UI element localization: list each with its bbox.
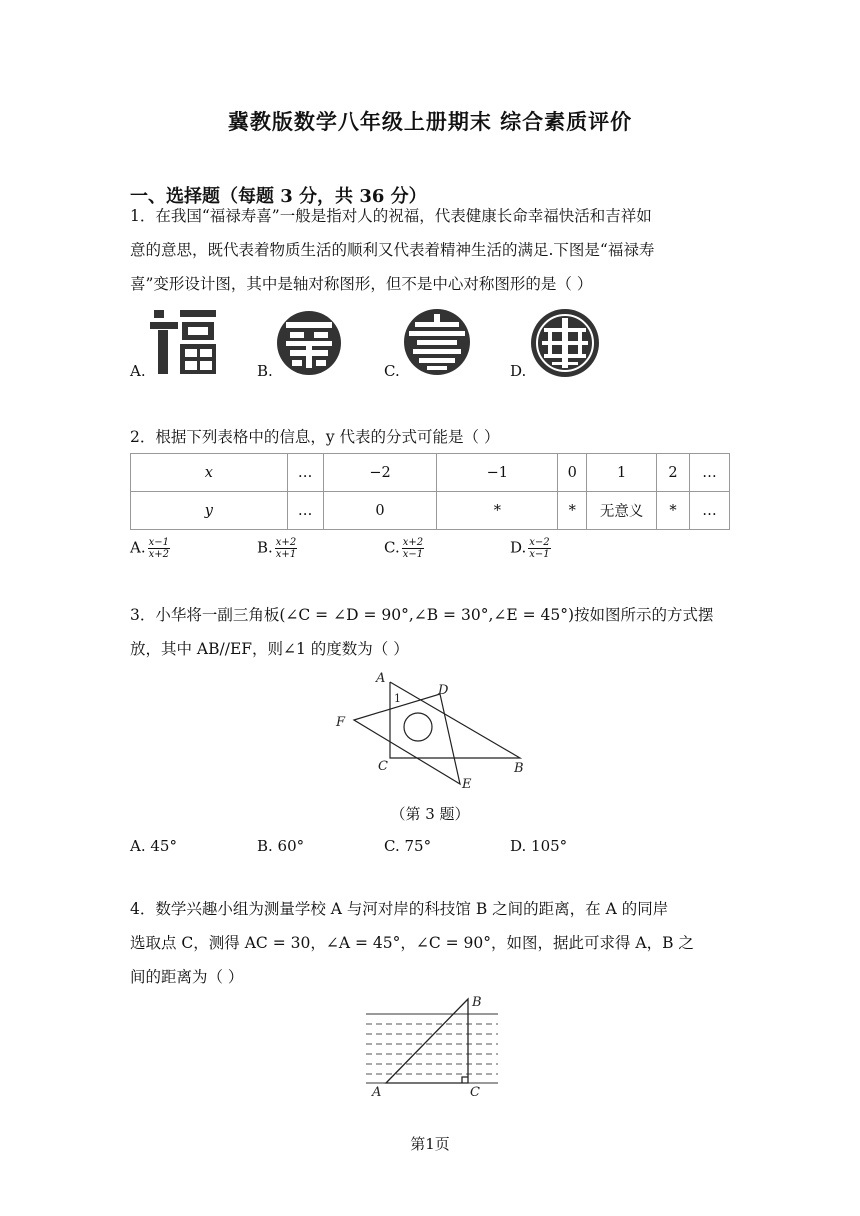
- section-heading: 一、选择题（每题 3 分，共 36 分）: [130, 186, 427, 207]
- table-cell: *: [437, 492, 558, 530]
- fraction: [402, 537, 424, 560]
- table-cell: −1: [437, 454, 558, 492]
- q3-option-d: D. 105°: [510, 837, 568, 855]
- q4-river-figure: [358, 992, 508, 1104]
- page-number: 第1页: [410, 1135, 450, 1153]
- denominator: x+2: [148, 549, 169, 560]
- table-row-x: [131, 454, 730, 492]
- numerator: x+2: [402, 537, 424, 548]
- q2-value-table: [130, 453, 730, 530]
- q3-option-a: A. 45°: [130, 837, 177, 855]
- fig4-label-b: B: [472, 995, 482, 1010]
- question-4: [130, 892, 735, 994]
- table-cell: …: [689, 492, 729, 530]
- fig3-angle-1: 1: [394, 692, 401, 705]
- table-cell: 2: [657, 454, 690, 492]
- table-cell: …: [287, 454, 323, 492]
- question-1-line-2: 意的意思，既代表着物质生活的顺利又代表着精神生活的满足.下图是“福禄寿: [130, 241, 655, 259]
- q3-option-c: C. 75°: [384, 837, 432, 855]
- table-cell: 0: [558, 454, 587, 492]
- table-row-y: [131, 492, 730, 530]
- fraction: [148, 537, 170, 560]
- fu-glyph-figure: [150, 308, 218, 376]
- fig3-label-e: E: [462, 777, 472, 792]
- table-cell: 0: [323, 492, 437, 530]
- fig3-label-f: F: [336, 715, 346, 730]
- fig4-label-c: C: [470, 1085, 480, 1100]
- question-4-line-3: 间的距离为（ ）: [130, 968, 244, 986]
- fig3-label-b: B: [514, 761, 524, 776]
- q1-option-b-label: B.: [257, 362, 273, 380]
- denominator: x−1: [402, 549, 424, 560]
- option-label: B.: [257, 538, 273, 557]
- shou-glyph-figure: [403, 308, 471, 376]
- q2-option-b: [257, 537, 297, 560]
- question-3-line-1: 3．小华将一副三角板(∠C = ∠D = 90°,∠B = 30°,∠E = 45°)按如图所示的方式摆: [130, 606, 714, 624]
- option-label: A.: [130, 538, 146, 557]
- fraction: [275, 537, 297, 560]
- question-3-line-2: 放，其中 AB//EF，则∠1 的度数为（ ）: [130, 640, 409, 658]
- option-label: C.: [384, 538, 400, 557]
- xi-glyph-figure: [530, 308, 600, 378]
- page-title: 冀教版数学八年级上册期末 综合素质评价: [227, 109, 633, 134]
- q1-option-a-label: A.: [130, 362, 146, 380]
- q3-triangle-figure: [330, 668, 530, 794]
- q2-option-c: [384, 537, 424, 560]
- table-cell: …: [689, 454, 729, 492]
- denominator: x+1: [275, 549, 297, 560]
- table-cell: x: [131, 454, 288, 492]
- q2-option-d: [510, 537, 551, 560]
- table-cell: 无意义: [587, 492, 657, 530]
- table-cell: −2: [323, 454, 437, 492]
- fraction: [528, 537, 550, 560]
- q1-option-c-label: C.: [384, 362, 400, 380]
- question-1-line-3: 喜”变形设计图，其中是轴对称图形，但不是中心对称图形的是（ ）: [130, 275, 593, 293]
- numerator: x+2: [275, 537, 297, 548]
- q3-option-b: B. 60°: [257, 837, 305, 855]
- table-cell: *: [657, 492, 690, 530]
- table-cell: …: [287, 492, 323, 530]
- fig4-label-a: A: [372, 1085, 382, 1100]
- table-cell: *: [558, 492, 587, 530]
- question-2-stem: 2．根据下列表格中的信息，y 代表的分式可能是（ ）: [130, 428, 500, 446]
- question-4-line-2: 选取点 C，测得 AC = 30，∠A = 45°，∠C = 90°，如图，据此可求得 A，B 之: [130, 934, 694, 952]
- numerator: x−1: [148, 537, 169, 548]
- lu-glyph-figure: [276, 310, 342, 376]
- numerator: x−2: [529, 537, 550, 548]
- question-3: [130, 598, 735, 666]
- question-1: [130, 199, 735, 301]
- q1-option-d-label: D.: [510, 362, 527, 380]
- question-4-line-1: 4．数学兴趣小组为测量学校 A 与河对岸的科技馆 B 之间的距离，在 A 的同岸: [130, 900, 669, 918]
- q2-option-a: [130, 537, 170, 560]
- fig3-label-c: C: [378, 759, 388, 774]
- q3-figure-caption: （第 3 题）: [390, 805, 470, 823]
- question-1-line-1: 1．在我国“福禄寿喜”一般是指对人的祝福，代表健康长命幸福快活和吉祥如: [130, 207, 652, 225]
- fig3-label-a: A: [376, 671, 386, 686]
- table-cell: 1: [587, 454, 657, 492]
- table-cell: y: [131, 492, 288, 530]
- fig3-label-d: D: [438, 683, 449, 698]
- denominator: x−1: [529, 549, 550, 560]
- option-label: D.: [510, 538, 527, 557]
